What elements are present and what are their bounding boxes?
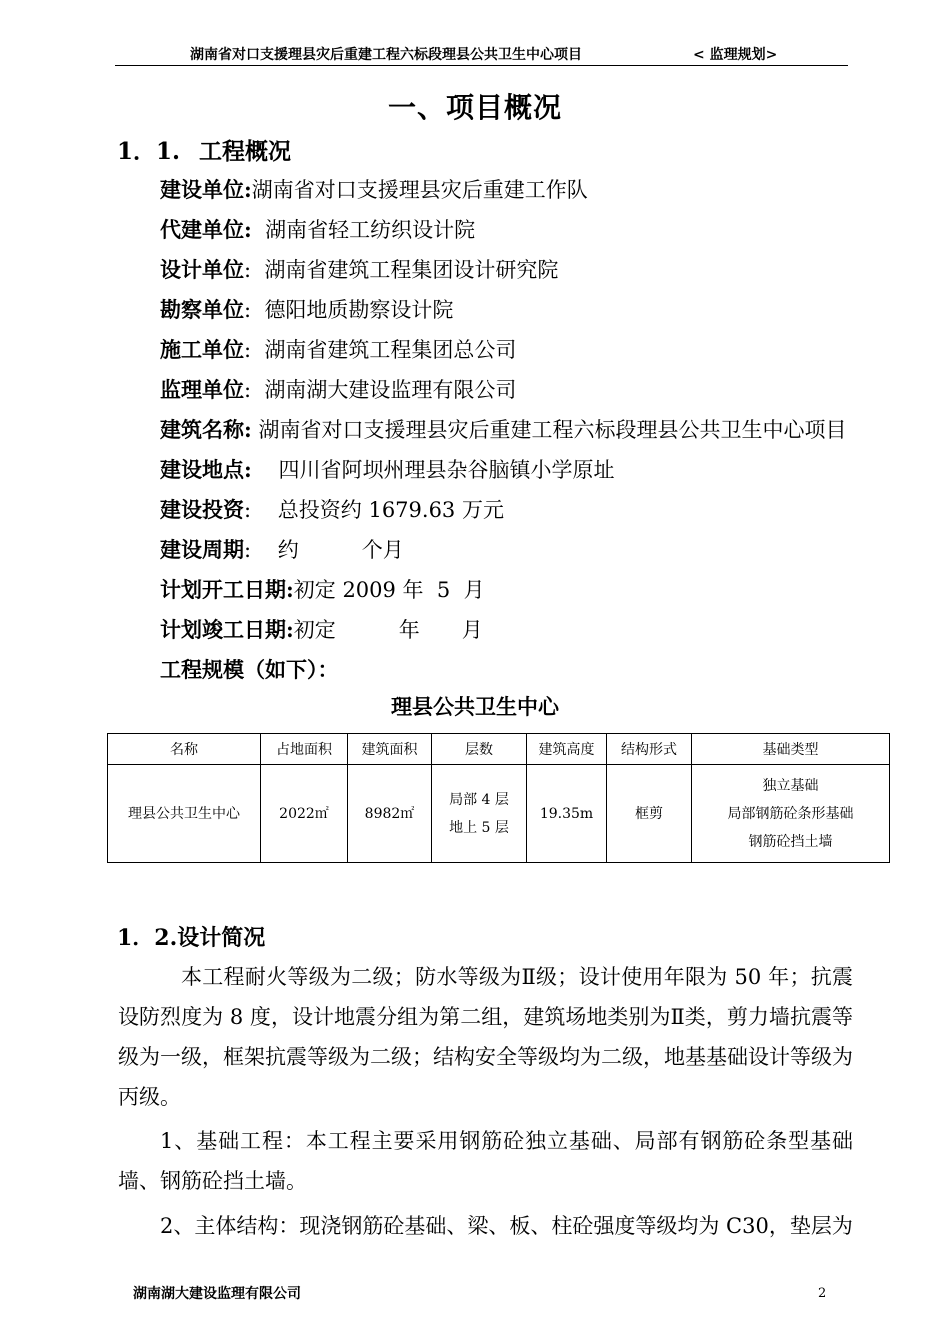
field-supervisor: 监理单位: 湖南湖大建设监理有限公司 [160, 377, 517, 402]
field-value: 初定 2009 年 5 月 [293, 578, 485, 602]
cell-floors [432, 765, 527, 863]
cell-line: 局部 4 层 [449, 791, 509, 808]
cell-building-area: 8982㎡ [348, 765, 432, 863]
field-label: 建设单位 [160, 177, 244, 202]
header-rule [115, 65, 848, 66]
field-contractor: 施工单位: 湖南省建筑工程集团总公司 [160, 337, 517, 362]
section-1-1-number: 1．1. [117, 138, 181, 165]
field-label: 计划开工日期 [160, 577, 286, 602]
running-header-doc-type: < 监理规划> [693, 47, 778, 63]
field-value: 总投资约 1679.63 万元 [277, 498, 504, 522]
field-agent: 代建单位: 湖南省轻工纺织设计院 [160, 217, 476, 242]
cell-foundation [692, 765, 890, 863]
cell-line: 独立基础 [762, 777, 819, 794]
section-1-2-heading: 1．2.设计简况 [117, 925, 266, 951]
field-scale-label: 工程规模（如下）： [160, 657, 339, 682]
field-label: 计划竣工日期 [160, 617, 286, 642]
field-label: 代建单位 [160, 217, 244, 242]
column-header: 基础类型 [692, 734, 890, 765]
cell-line: 钢筋砼挡土墙 [748, 833, 833, 850]
field-label: 建设地点 [160, 457, 244, 482]
field-value: 湖南湖大建设监理有限公司 [264, 378, 517, 402]
cell-land-area: 2022㎡ [261, 765, 348, 863]
field-value: 德阳地质勘察设计院 [264, 298, 454, 322]
column-header: 建筑高度 [527, 734, 607, 765]
field-value: 四川省阿坝州理县杂谷脑镇小学原址 [278, 458, 615, 482]
page-number: 2 [818, 1286, 827, 1301]
field-value: 湖南省建筑工程集团总公司 [264, 338, 517, 362]
cell-line: 局部钢筋砼条形基础 [727, 805, 854, 822]
field-value: 湖南省对口支援理县灾后重建工作队 [251, 178, 588, 202]
cell-line: 地上 5 层 [449, 819, 509, 836]
field-survey: 勘察单位: 德阳地质勘察设计院 [160, 297, 454, 322]
field-label: 施工单位 [160, 337, 244, 362]
field-investment: 建设投资: 总投资约 1679.63 万元 [160, 497, 504, 522]
field-label: 设计单位 [160, 257, 244, 282]
running-header-project: 湖南省对口支援理县灾后重建工程六标段理县公共卫生中心项目 [190, 47, 582, 63]
design-item-structure: 2、主体结构：现浇钢筋砼基础、梁、板、柱砼强度等级均为 C30，垫层为 [160, 1214, 853, 1238]
column-header: 名称 [108, 734, 261, 765]
column-header: 结构形式 [607, 734, 692, 765]
field-location: 建设地点: 四川省阿坝州理县杂谷脑镇小学原址 [160, 457, 615, 482]
section-1-1-heading: 工程概况 [199, 138, 291, 165]
column-header: 建筑面积 [348, 734, 432, 765]
table-header-row [108, 734, 890, 765]
project-scale-table [107, 733, 890, 863]
field-end-date: 计划竣工日期:初定 年 月 [160, 617, 483, 642]
cell-height: 19.35m [527, 765, 607, 863]
table-row [108, 765, 890, 863]
column-header: 占地面积 [261, 734, 348, 765]
field-period: 建设周期: 约 个月 [160, 537, 404, 562]
field-label: 建筑名称 [160, 417, 244, 442]
field-value: 湖南省轻工纺织设计院 [265, 218, 476, 242]
field-label: 建设周期 [160, 537, 244, 562]
field-label: 监理单位 [160, 377, 244, 402]
field-label: 勘察单位 [160, 297, 244, 322]
field-value: 湖南省建筑工程集团设计研究院 [264, 258, 559, 282]
field-label: 建设投资 [160, 497, 244, 522]
design-intro-paragraph: 本工程耐火等级为二级；防水等级为Ⅱ级；设计使用年限为 50 年；抗震设防烈度为 8 度，设计地震分组为第二组，建筑场地类别为Ⅱ类，剪力墙抗震等级为一级，框架抗震等级为二级；结构安全等级均为二级，地基基础设计等级为丙级。 [118, 965, 853, 1109]
field-designer: 设计单位: 湖南省建筑工程集团设计研究院 [160, 257, 559, 282]
design-item-foundation: 1、基础工程：本工程主要采用钢筋砼独立基础、局部有钢筋砼条型基础墙、钢筋砼挡土墙。 [118, 1129, 853, 1193]
page-title: 一、项目概况 [387, 91, 562, 124]
column-header: 层数 [432, 734, 527, 765]
footer-company: 湖南湖大建设监理有限公司 [133, 1286, 301, 1302]
cell-name: 理县公共卫生中心 [108, 765, 261, 863]
field-value: 约 个月 [277, 538, 404, 562]
field-value: 湖南省对口支援理县灾后重建工程六标段理县公共卫生中心项目 [258, 418, 847, 442]
cell-structure: 框剪 [607, 765, 692, 863]
field-owner: 建设单位:湖南省对口支援理县灾后重建工作队 [160, 177, 588, 202]
table-caption: 理县公共卫生中心 [391, 694, 559, 719]
field-start-date: 计划开工日期:初定 2009 年 5 月 [160, 577, 485, 602]
field-building-name: 建筑名称: 湖南省对口支援理县灾后重建工程六标段理县公共卫生中心项目 [160, 417, 847, 442]
field-value: 初定 年 月 [293, 618, 483, 642]
